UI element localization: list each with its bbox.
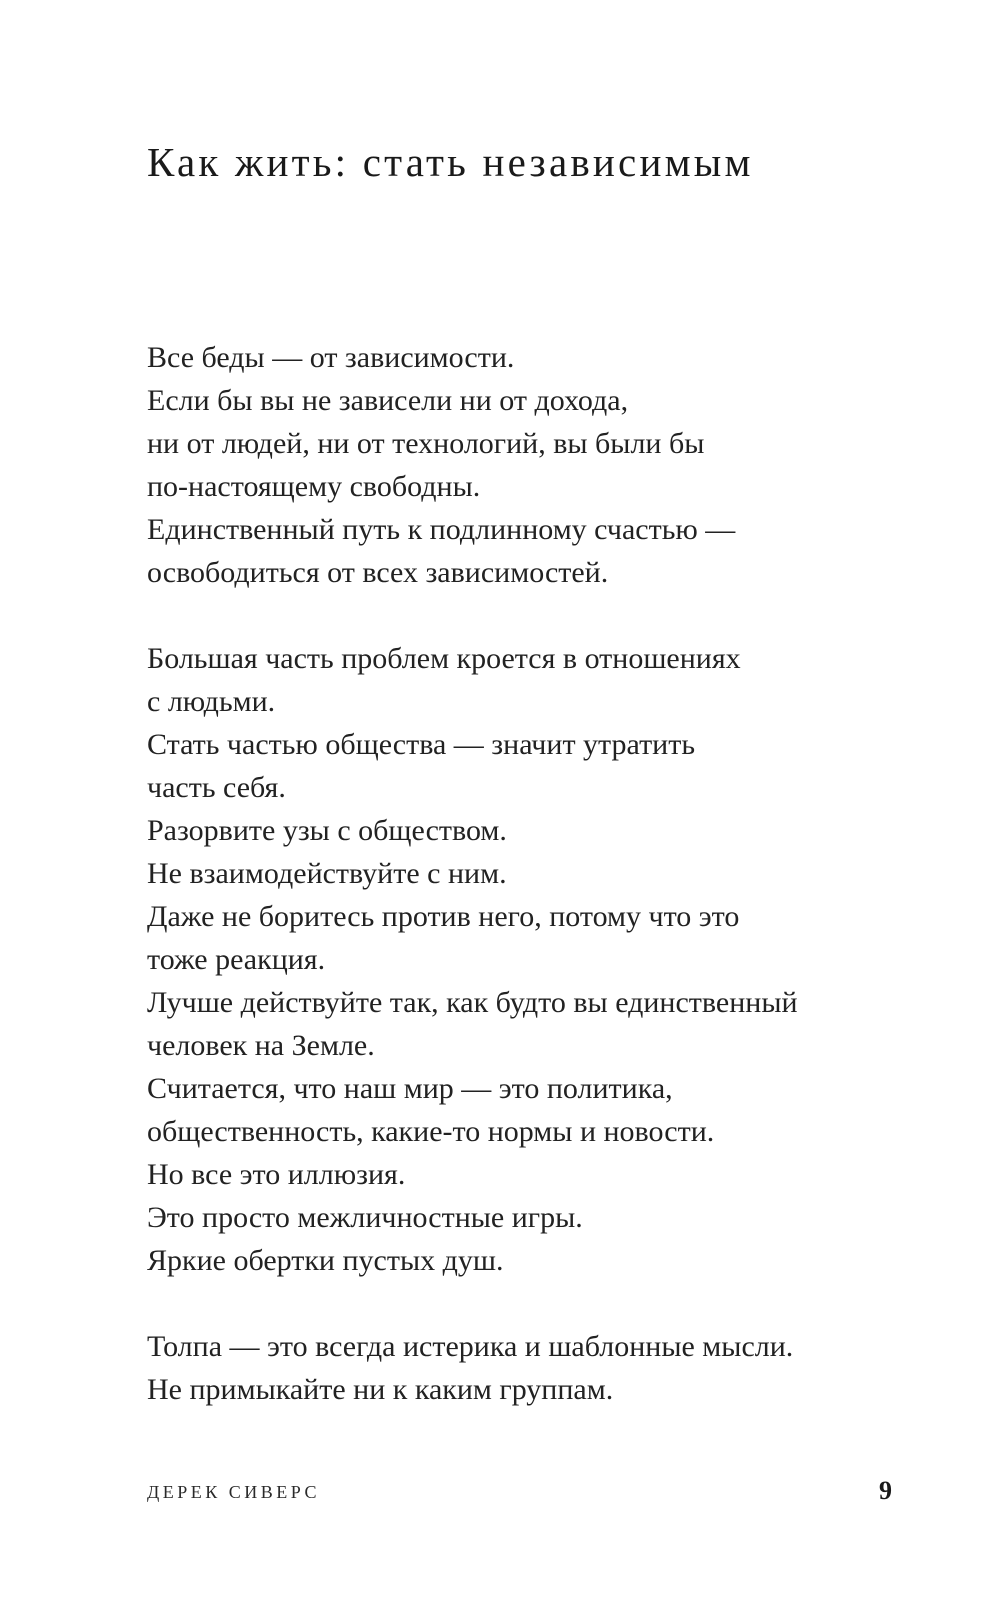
text-line: Считается, что наш мир — это политика, bbox=[147, 1072, 673, 1105]
text-line: Лучше действуйте так, как будто вы единственный bbox=[147, 986, 798, 1019]
body-text bbox=[147, 336, 947, 1411]
text-line: Толпа — это всегда истерика и шаблонные мысли. bbox=[147, 1330, 794, 1363]
text-line: общественность, какие-то нормы и новости. bbox=[147, 1115, 715, 1148]
text-line: Яркие обертки пустых душ. bbox=[147, 1244, 504, 1277]
stanza-3 bbox=[147, 1325, 947, 1411]
stanza-1 bbox=[147, 336, 947, 594]
text-line: по-настоящему свободны. bbox=[147, 470, 481, 503]
text-line: Это просто межличностные игры. bbox=[147, 1201, 583, 1234]
text-line: Если бы вы не зависели ни от дохода, bbox=[147, 384, 629, 417]
page-number: 9 bbox=[879, 1476, 892, 1505]
text-line: Разорвите узы с обществом. bbox=[147, 814, 507, 847]
text-line: Даже не боритесь против него, потому что это bbox=[147, 900, 740, 933]
text-line: Не примыкайте ни к каким группам. bbox=[147, 1373, 614, 1406]
text-line: Стать частью общества — значит утратить bbox=[147, 728, 696, 761]
stanza-2 bbox=[147, 637, 947, 1282]
text-line: тоже реакция. bbox=[147, 943, 326, 976]
text-line: ни от людей, ни от технологий, вы были бы bbox=[147, 427, 705, 460]
text-line: Единственный путь к подлинному счастью — bbox=[147, 513, 736, 546]
chapter-title: Как жить: стать независимым bbox=[147, 139, 754, 185]
running-footer-author: ДЕРЕК СИВЕРС bbox=[147, 1482, 321, 1502]
text-line: с людьми. bbox=[147, 685, 276, 718]
text-line: Не взаимодействуйте с ним. bbox=[147, 857, 507, 890]
text-line: Все беды — от зависимости. bbox=[147, 341, 515, 374]
text-line: Большая часть проблем кроется в отношениях bbox=[147, 642, 741, 675]
text-line: освободиться от всех зависимостей. bbox=[147, 556, 609, 589]
text-line: человек на Земле. bbox=[147, 1029, 375, 1062]
text-line: Но все это иллюзия. bbox=[147, 1158, 406, 1191]
text-line: часть себя. bbox=[147, 771, 286, 804]
